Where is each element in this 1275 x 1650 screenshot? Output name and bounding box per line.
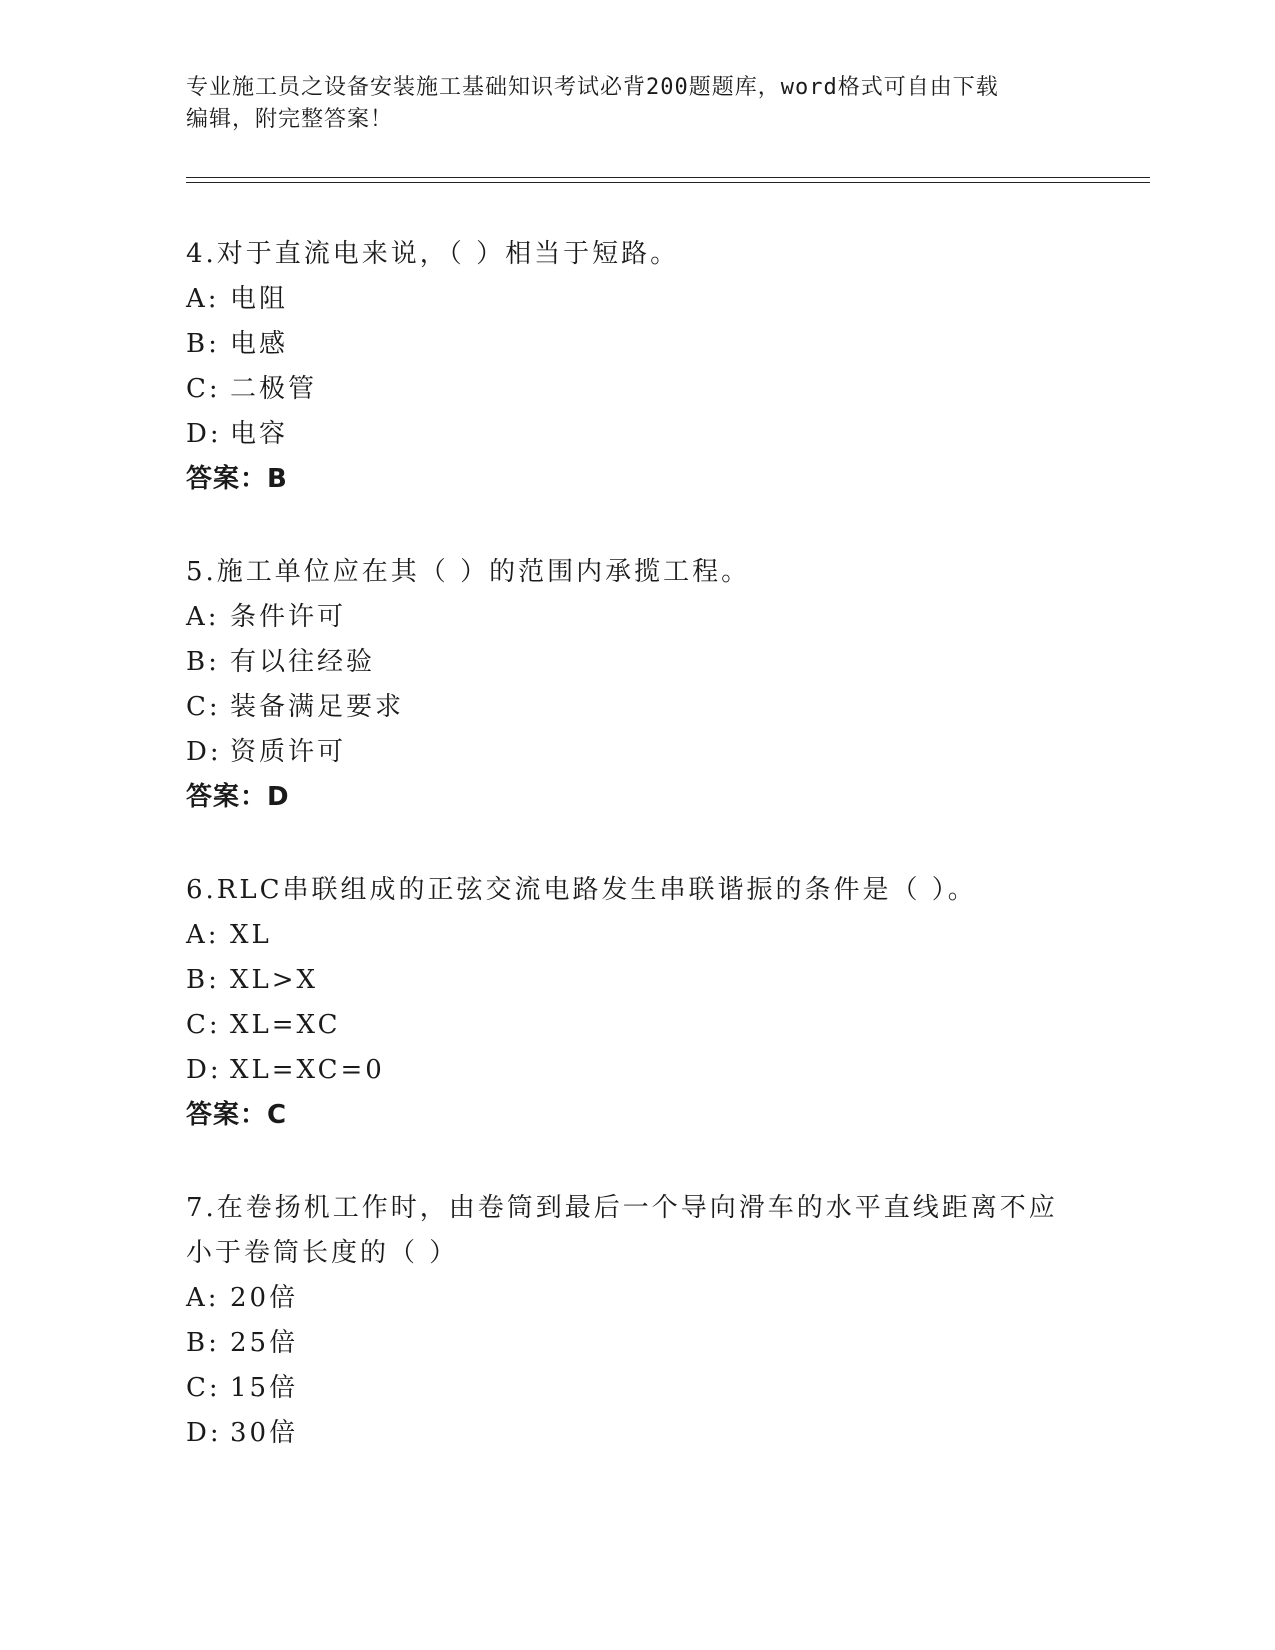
question-5 (186, 550, 1086, 820)
option-letter: C: (186, 692, 221, 722)
option-text: 30倍 (230, 1418, 299, 1448)
option-text: 二极管 (230, 374, 318, 404)
option-letter: B: (186, 965, 220, 995)
option-letter: B: (186, 329, 220, 359)
option-d (186, 730, 1086, 775)
option-b (186, 640, 1086, 685)
option-c (186, 1003, 1086, 1048)
option-a (186, 277, 1086, 322)
option-letter: B: (186, 1328, 220, 1358)
option-text: 20倍 (230, 1283, 299, 1313)
answer-line: 答案：D (186, 782, 290, 812)
option-text: 电感 (230, 329, 289, 359)
option-letter: B: (186, 647, 220, 677)
question-stem: 7.在卷扬机工作时，由卷筒到最后一个导向滑车的水平直线距离不应小于卷筒长度的（ ） (186, 1193, 1058, 1268)
option-letter: C: (186, 1373, 221, 1403)
document-header (186, 72, 1066, 136)
option-a (186, 913, 1086, 958)
question-4 (186, 232, 1086, 502)
option-text: 15倍 (230, 1373, 299, 1403)
header-line-2: 编辑，附完整答案！ (186, 107, 394, 132)
option-b (186, 322, 1086, 367)
header-line-1: 专业施工员之设备安装施工基础知识考试必背200题题库，word格式可自由下载 (186, 75, 999, 100)
option-text: 有以往经验 (230, 647, 376, 677)
option-c (186, 367, 1086, 412)
option-b (186, 1321, 1086, 1366)
option-text: 装备满足要求 (230, 692, 405, 722)
header-divider-bottom (186, 182, 1150, 183)
option-text: 资质许可 (230, 737, 347, 767)
question-7 (186, 1186, 1086, 1456)
option-letter: D: (186, 1418, 222, 1448)
option-d (186, 412, 1086, 457)
question-6 (186, 868, 1086, 1138)
option-text: 条件许可 (230, 602, 347, 632)
option-b (186, 958, 1086, 1003)
option-letter: C: (186, 374, 221, 404)
option-text: 25倍 (230, 1328, 299, 1358)
option-letter: A: (186, 284, 220, 314)
option-text: 电阻 (230, 284, 289, 314)
option-text: 电容 (230, 419, 289, 449)
option-letter: A: (186, 1283, 220, 1313)
option-letter: A: (186, 602, 220, 632)
option-text: XL=XC (230, 1010, 341, 1040)
question-stem: 5.施工单位应在其（ ）的范围内承揽工程。 (186, 557, 751, 587)
question-stem: 4.对于直流电来说，（ ）相当于短路。 (186, 239, 680, 269)
option-d (186, 1411, 1086, 1456)
option-letter: D: (186, 737, 222, 767)
option-text: XL>X (230, 965, 319, 995)
option-letter: A: (186, 920, 220, 950)
header-divider-top (186, 177, 1150, 178)
option-a (186, 595, 1086, 640)
option-letter: D: (186, 419, 222, 449)
option-letter: C: (186, 1010, 221, 1040)
option-c (186, 1366, 1086, 1411)
option-d (186, 1048, 1086, 1093)
option-text: XL (230, 920, 272, 950)
answer-line: 答案：B (186, 464, 288, 494)
option-letter: D: (186, 1055, 222, 1085)
question-stem: 6.RLC串联组成的正弦交流电路发生串联谐振的条件是（ ）。 (186, 875, 977, 905)
option-a (186, 1276, 1086, 1321)
option-c (186, 685, 1086, 730)
option-text: XL=XC=0 (230, 1055, 385, 1085)
answer-line: 答案：C (186, 1100, 288, 1130)
